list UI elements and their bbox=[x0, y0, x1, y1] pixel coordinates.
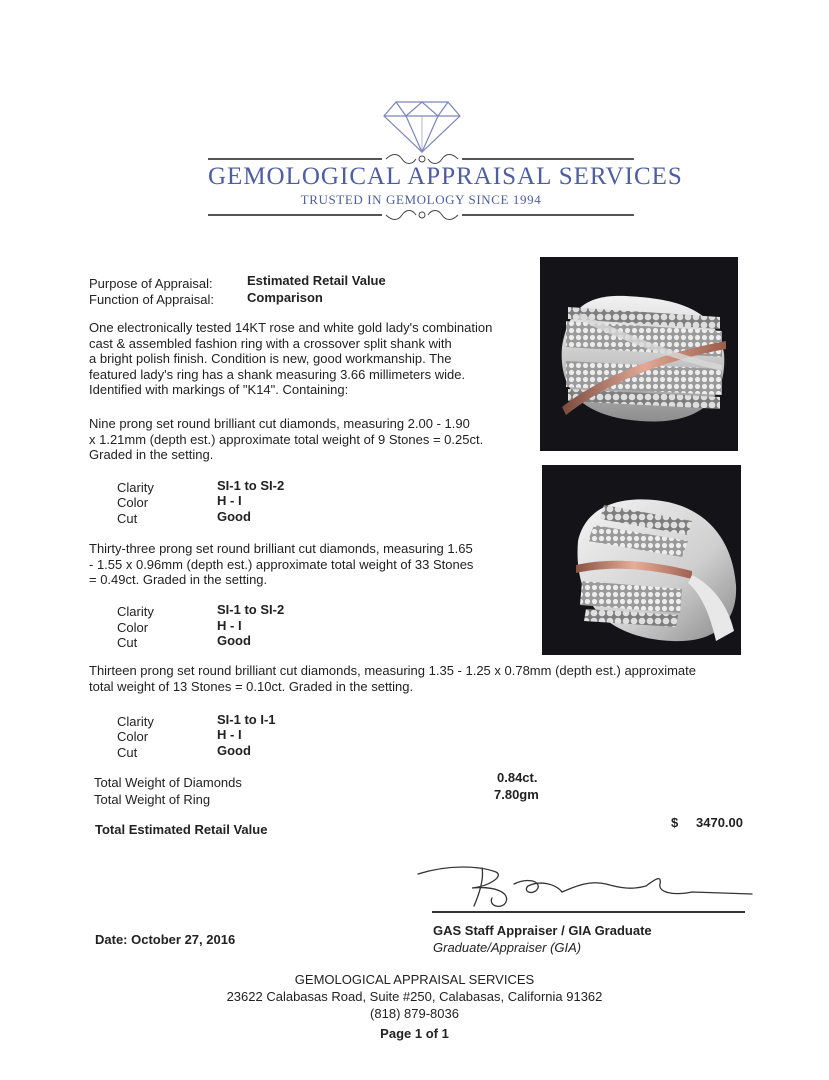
total-ring-weight-value: 7.80gm bbox=[494, 787, 539, 802]
ring-image bbox=[540, 257, 738, 451]
purpose-label: Purpose of Appraisal: bbox=[89, 276, 213, 291]
cut-label: Cut bbox=[117, 635, 138, 650]
function-label: Function of Appraisal: bbox=[89, 292, 215, 307]
total-ring-weight-label: Total Weight of Ring bbox=[94, 792, 211, 807]
stone-line: Graded in the setting. bbox=[89, 447, 214, 462]
cut-label: Cut bbox=[117, 745, 138, 760]
purpose-value: Estimated Retail Value bbox=[247, 273, 386, 288]
stone-line: total weight of 13 Stones = 0.10ct. Graded in the setting. bbox=[89, 678, 414, 694]
stone-line: Thirteen prong set round brilliant cut diamonds, measuring 1.35 - 1.25 x 0.78mm (depth est.) approximate bbox=[89, 663, 696, 678]
cut-value: Good bbox=[217, 509, 251, 524]
stone-group-1-description bbox=[89, 416, 483, 463]
color-label: Color bbox=[117, 620, 149, 635]
stone-line: Thirty-three prong set round brilliant cut diamonds, measuring 1.65 bbox=[89, 541, 473, 556]
clarity-label: Clarity bbox=[117, 480, 154, 495]
clarity-value: SI-1 to I-1 bbox=[217, 712, 276, 727]
clarity-label: Clarity bbox=[117, 604, 154, 619]
stone-line: Nine prong set round brilliant cut diamonds, measuring 2.00 - 1.90 bbox=[89, 416, 470, 431]
stone-group-2-description bbox=[89, 541, 473, 588]
description-line: One electronically tested 14KT rose and white gold lady's combination bbox=[89, 320, 493, 335]
ornament-bottom bbox=[382, 207, 462, 223]
description-line: Identified with markings of "K14". Containing: bbox=[89, 382, 349, 397]
appraisal-date: Date: October 27, 2016 bbox=[95, 932, 236, 947]
company-tagline: TRUSTED IN GEMOLOGY SINCE 1994 bbox=[300, 192, 542, 207]
cut-value: Good bbox=[217, 743, 251, 758]
stone-line: x 1.21mm (depth est.) approximate total weight of 9 Stones = 0.25ct. bbox=[89, 431, 484, 447]
ring-photo-angle bbox=[542, 465, 741, 655]
color-value: H - I bbox=[217, 493, 242, 508]
stone-group-3-description bbox=[89, 663, 696, 694]
function-value: Comparison bbox=[247, 290, 323, 305]
ring-photo-top bbox=[540, 257, 738, 451]
appraiser-name: GAS Staff Appraiser / GIA Graduate bbox=[433, 923, 652, 938]
clarity-value: SI-1 to SI-2 bbox=[217, 478, 285, 493]
clarity-value: SI-1 to SI-2 bbox=[217, 602, 285, 617]
signature-line bbox=[432, 911, 745, 913]
stone-line: = 0.49ct. Graded in the setting. bbox=[89, 572, 268, 587]
total-retail-value-label: Total Estimated Retail Value bbox=[95, 822, 268, 837]
item-description bbox=[89, 320, 492, 398]
total-diamond-weight-value: 0.84ct. bbox=[497, 770, 538, 785]
footer-company: GEMOLOGICAL APPRAISAL SERVICES bbox=[294, 972, 535, 987]
page-number: Page 1 of 1 bbox=[380, 1026, 449, 1041]
footer-phone: (818) 879-8036 bbox=[370, 1006, 459, 1021]
stone-line: - 1.55 x 0.96mm (depth est.) approximate total weight of 33 Stones bbox=[89, 556, 474, 572]
cut-value: Good bbox=[217, 633, 251, 648]
appraiser-title: Graduate/Appraiser (GIA) bbox=[433, 940, 582, 955]
appraiser-signature bbox=[410, 862, 760, 912]
clarity-label: Clarity bbox=[117, 714, 154, 729]
description-line: cast & assembled fashion ring with a crossover split shank with bbox=[89, 335, 452, 351]
description-line: a bright polish finish. Condition is new, good workmanship. The bbox=[89, 351, 452, 366]
company-name: GEMOLOGICAL APPRAISAL SERVICES bbox=[208, 163, 683, 190]
color-label: Color bbox=[117, 729, 149, 744]
description-line: featured lady's ring has a shank measuring 3.66 millimeters wide. bbox=[89, 366, 466, 382]
color-label: Color bbox=[117, 495, 149, 510]
total-diamond-weight-label: Total Weight of Diamonds bbox=[94, 775, 242, 790]
diamond-icon bbox=[382, 94, 462, 154]
footer-address: 23622 Calabasas Road, Suite #250, Calabasas, California 91362 bbox=[226, 989, 603, 1004]
cut-label: Cut bbox=[117, 511, 138, 526]
color-value: H - I bbox=[217, 618, 242, 633]
currency-symbol: $ bbox=[671, 815, 679, 830]
total-retail-value: 3470.00 bbox=[696, 815, 743, 830]
color-value: H - I bbox=[217, 727, 242, 742]
ring-image bbox=[542, 465, 741, 655]
